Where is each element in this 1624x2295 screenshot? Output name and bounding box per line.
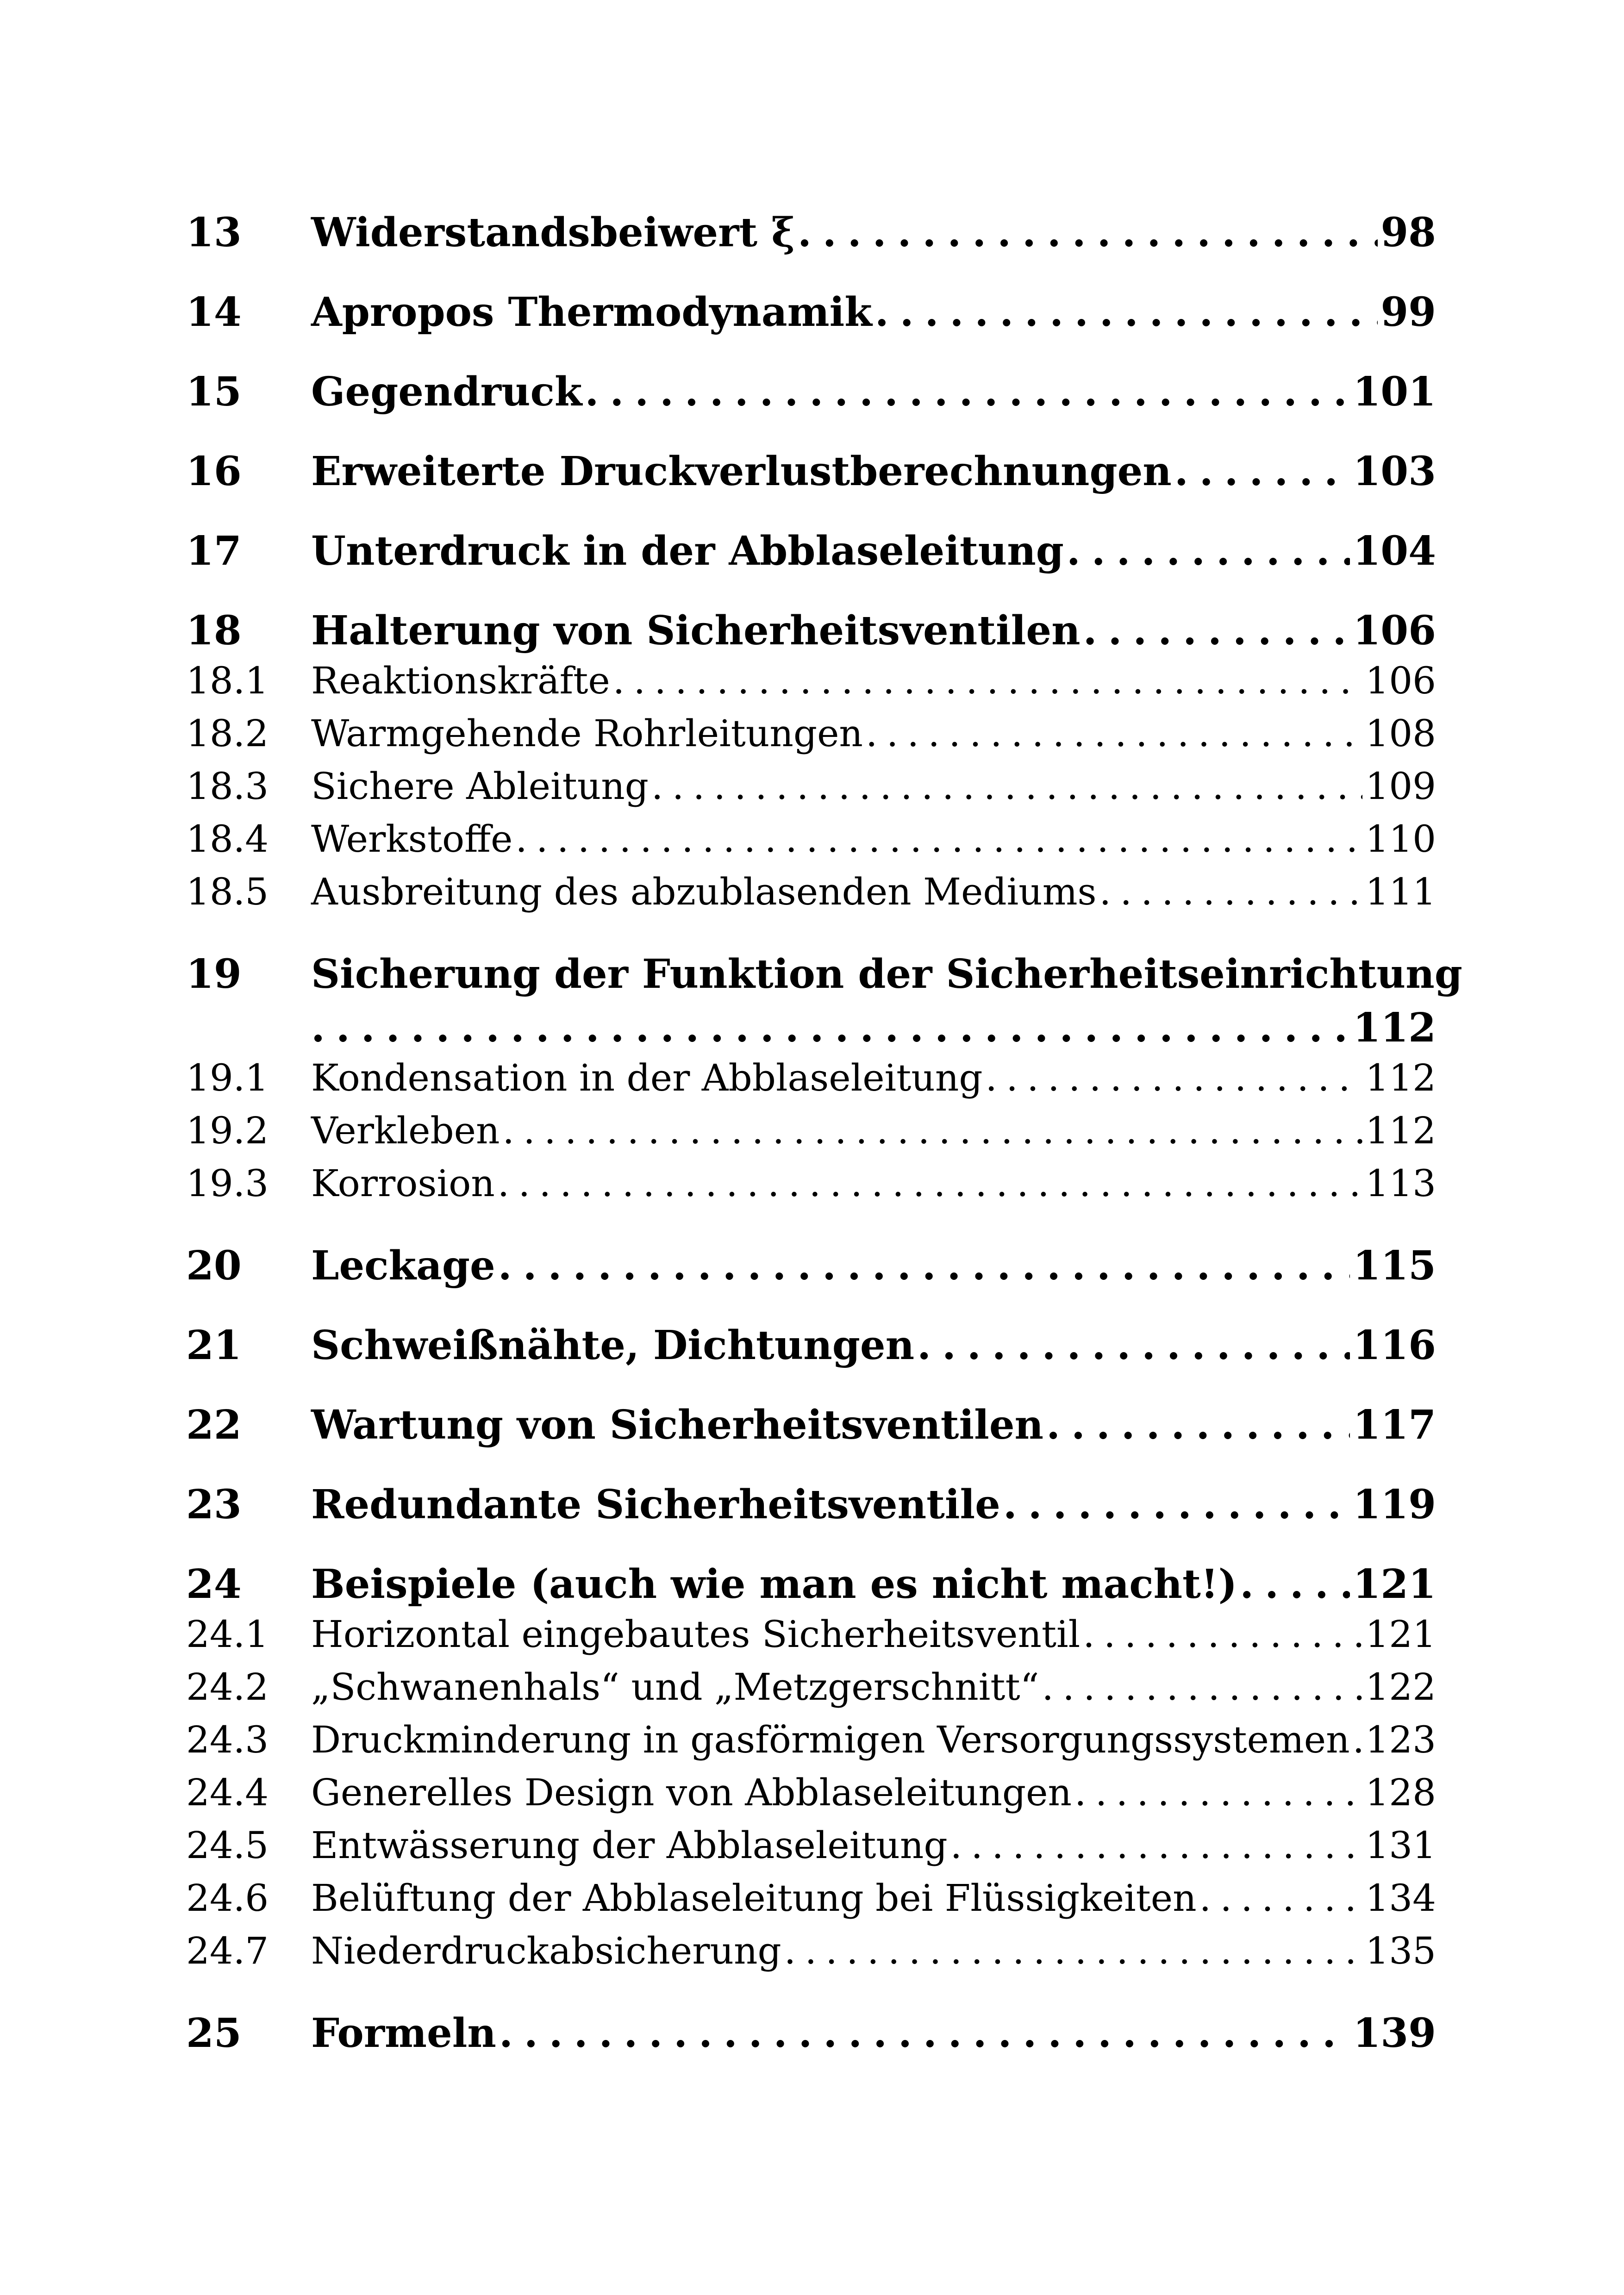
- toc-title: Wartung von Sicherheitsventilen: [311, 1402, 1044, 1448]
- toc-page-number: 113: [1365, 1162, 1436, 1205]
- toc-number: 17: [186, 528, 242, 574]
- toc-chapter-21[interactable]: [186, 1322, 1436, 1369]
- toc-number: 18.1: [186, 659, 269, 702]
- toc-page-number: 121: [1353, 1561, 1436, 1608]
- toc-title: Erweiterte Druckverlustberechnungen: [311, 448, 1172, 495]
- toc-title: Redundante Sicherheitsventile: [311, 1481, 1000, 1528]
- toc-page-number: 111: [1365, 870, 1436, 913]
- toc-page-number: 134: [1365, 1877, 1436, 1920]
- toc-section-18-4[interactable]: [186, 813, 1436, 866]
- toc-chapter-24[interactable]: [186, 1561, 1436, 1608]
- toc-leader-dots: [875, 289, 1378, 336]
- toc-title: Niederdruckabsicherung: [311, 1929, 781, 1972]
- toc-number: 24.5: [186, 1824, 269, 1867]
- toc-title: Generelles Design von Abblaseleitungen: [311, 1771, 1072, 1814]
- toc-page-number: 106: [1365, 659, 1436, 702]
- toc-title: Belüftung der Abblaseleitung bei Flüssigkeiten: [311, 1877, 1197, 1920]
- toc-number: 16: [186, 448, 242, 495]
- toc-title: Sichere Ableitung: [311, 765, 649, 808]
- toc-section-24-5[interactable]: [186, 1819, 1436, 1872]
- toc-leader-dots: [1074, 1766, 1362, 1819]
- toc-number: 18.3: [186, 765, 269, 808]
- toc-title: Entwässerung der Abblaseleitung: [311, 1824, 948, 1867]
- toc-title: Werkstoffe: [311, 817, 513, 861]
- toc-title: „Schwanenhals“ und „Metzgerschnitt“: [311, 1665, 1039, 1709]
- toc-page-number: 99: [1380, 289, 1436, 336]
- toc-leader-dots: [1067, 528, 1350, 575]
- toc-number: 24.7: [186, 1929, 269, 1972]
- toc-title: Druckminderung in gasförmigen Versorgungssystemen: [311, 1718, 1350, 1761]
- toc-page-number: 139: [1353, 2010, 1436, 2057]
- toc-title: Horizontal eingebautes Sicherheitsventil: [311, 1613, 1081, 1656]
- toc-chapter-15[interactable]: [186, 368, 1436, 416]
- toc-page-number: 128: [1365, 1771, 1436, 1814]
- toc-chapter-17[interactable]: [186, 528, 1436, 575]
- toc-section-24-4[interactable]: [186, 1766, 1436, 1819]
- toc-title: Kondensation in der Abblaseleitung: [311, 1056, 983, 1099]
- toc-leader-dots: [950, 1819, 1363, 1872]
- toc-number: 24.1: [186, 1613, 269, 1656]
- toc-chapter-14[interactable]: [186, 289, 1436, 336]
- toc-title: Halterung von Sicherheitsventilen: [311, 607, 1081, 654]
- toc-page-number: 123: [1365, 1718, 1436, 1761]
- toc-leader-dots: [798, 209, 1378, 256]
- toc-number: 24: [186, 1561, 242, 1608]
- toc-leader-dots: [1003, 1481, 1350, 1528]
- toc-number: 19.1: [186, 1056, 269, 1099]
- toc-number: 15: [186, 368, 242, 415]
- toc-leader-dots: [917, 1322, 1350, 1369]
- toc-leader-dots: [1199, 1872, 1363, 1925]
- toc-page-number: 131: [1365, 1824, 1436, 1867]
- toc-leader-dots: [503, 1104, 1363, 1157]
- toc-section-24-7[interactable]: [186, 1925, 1436, 1977]
- toc-number: 14: [186, 289, 242, 336]
- toc-indent: [186, 1004, 311, 1052]
- toc-page-number: 112: [1353, 1004, 1436, 1051]
- toc-number: 18.5: [186, 870, 269, 913]
- toc-leader-dots: [613, 655, 1363, 707]
- toc-title: Unterdruck in der Abblaseleitung: [311, 528, 1064, 574]
- toc-page-number: 112: [1365, 1109, 1436, 1152]
- toc-page-number: 119: [1353, 1481, 1436, 1528]
- toc-number: 23: [186, 1481, 242, 1528]
- toc-number: 22: [186, 1402, 242, 1448]
- toc-leader-dots: [1083, 607, 1350, 655]
- toc-leader-dots: [1240, 1561, 1350, 1608]
- toc-leader-dots: [651, 760, 1362, 813]
- toc-chapter-18[interactable]: [186, 607, 1436, 655]
- toc-page-number: 115: [1353, 1242, 1436, 1289]
- toc-page-number: 98: [1380, 209, 1436, 256]
- toc-leader-dots: [1046, 1402, 1350, 1449]
- toc-number: 18.4: [186, 817, 269, 861]
- toc-page-number: 101: [1353, 368, 1436, 415]
- toc-leader-dots: [515, 813, 1362, 866]
- toc-section-24-3[interactable]: [186, 1714, 1436, 1766]
- toc-section-24-1[interactable]: [186, 1608, 1436, 1661]
- toc-title: Korrosion: [311, 1162, 495, 1205]
- toc-page-number: 135: [1365, 1929, 1436, 1972]
- toc-page-number: 122: [1365, 1665, 1436, 1709]
- table-of-contents: [186, 209, 1462, 2057]
- toc-leader-dots: [498, 1157, 1363, 1210]
- toc-number: 13: [186, 209, 242, 256]
- toc-chapter-25[interactable]: [186, 2010, 1436, 2057]
- toc-leader-dots: [499, 2010, 1350, 2057]
- toc-section-19-1[interactable]: [186, 1052, 1436, 1104]
- toc-section-19-2[interactable]: [186, 1104, 1436, 1157]
- toc-page-number: 116: [1353, 1322, 1436, 1369]
- toc-number: 25: [186, 2010, 242, 2057]
- toc-title: Widerstandsbeiwert ξ: [311, 209, 795, 256]
- toc-number: 24.3: [186, 1718, 269, 1761]
- toc-title: Reaktionskräfte: [311, 659, 610, 702]
- toc-title: Ausbreitung des abzublasenden Mediums: [311, 870, 1097, 913]
- toc-page-number: 117: [1353, 1402, 1436, 1448]
- toc-title: Warmgehende Rohrleitungen: [311, 712, 863, 755]
- toc-chapter-23[interactable]: [186, 1481, 1436, 1528]
- toc-chapter-16[interactable]: [186, 448, 1436, 495]
- toc-title: Schweißnähte, Dichtungen: [311, 1322, 915, 1369]
- toc-page-number: 110: [1365, 817, 1436, 861]
- toc-page-number: 112: [1365, 1056, 1436, 1099]
- toc-number: 18: [186, 607, 242, 654]
- toc-number: 19.2: [186, 1109, 269, 1152]
- toc-section-24-6[interactable]: [186, 1872, 1436, 1925]
- toc-leader-dots: [1083, 1608, 1362, 1661]
- toc-leader-dots: [986, 1052, 1363, 1104]
- toc-section-18-3[interactable]: [186, 760, 1436, 813]
- toc-title: Beispiele (auch wie man es nicht macht!): [311, 1561, 1237, 1608]
- toc-number: 24.2: [186, 1665, 269, 1709]
- toc-title: Verkleben: [311, 1109, 500, 1152]
- toc-section-18-2[interactable]: [186, 707, 1436, 760]
- toc-number: 20: [186, 1242, 242, 1289]
- toc-section-24-2[interactable]: [186, 1661, 1436, 1714]
- toc-number: 24.4: [186, 1771, 269, 1814]
- toc-section-19-3[interactable]: [186, 1157, 1436, 1210]
- toc-title: Apropos Thermodynamik: [311, 289, 872, 336]
- toc-page-number: 103: [1353, 448, 1436, 495]
- toc-leader-dots: [1042, 1661, 1363, 1714]
- toc-number: 19: [186, 951, 242, 998]
- toc-leader-dots: [498, 1242, 1350, 1290]
- toc-page-number: 109: [1365, 765, 1436, 808]
- toc-chapter-19[interactable]: [186, 951, 1462, 1052]
- toc-chapter-13[interactable]: [186, 209, 1436, 256]
- toc-chapter-20[interactable]: [186, 1242, 1436, 1290]
- toc-page-number: 104: [1353, 528, 1436, 574]
- toc-number: 18.2: [186, 712, 269, 755]
- toc-title: Sicherung der Funktion der Sicherheitseinrichtung: [311, 951, 1462, 998]
- toc-leader-dots: [1174, 448, 1350, 495]
- toc-page-number: 106: [1353, 607, 1436, 654]
- toc-number: 24.6: [186, 1877, 269, 1920]
- toc-page-number: 108: [1365, 712, 1436, 755]
- toc-title: Gegendruck: [311, 368, 582, 415]
- toc-leader-dots: [311, 1004, 1350, 1052]
- toc-title: Formeln: [311, 2010, 496, 2057]
- toc-section-18-1[interactable]: [186, 655, 1436, 707]
- toc-chapter-22[interactable]: [186, 1402, 1436, 1449]
- toc-section-18-5[interactable]: [186, 866, 1436, 918]
- toc-title: Leckage: [311, 1242, 495, 1289]
- toc-page-number: 121: [1365, 1613, 1436, 1656]
- toc-number: 19.3: [186, 1162, 269, 1205]
- toc-leader-dots: [866, 707, 1362, 760]
- toc-number: 21: [186, 1322, 242, 1369]
- toc-leader-dots: [585, 368, 1350, 416]
- toc-leader-dots: [1353, 1714, 1363, 1766]
- toc-leader-dots: [1099, 866, 1363, 918]
- toc-leader-dots: [784, 1925, 1363, 1977]
